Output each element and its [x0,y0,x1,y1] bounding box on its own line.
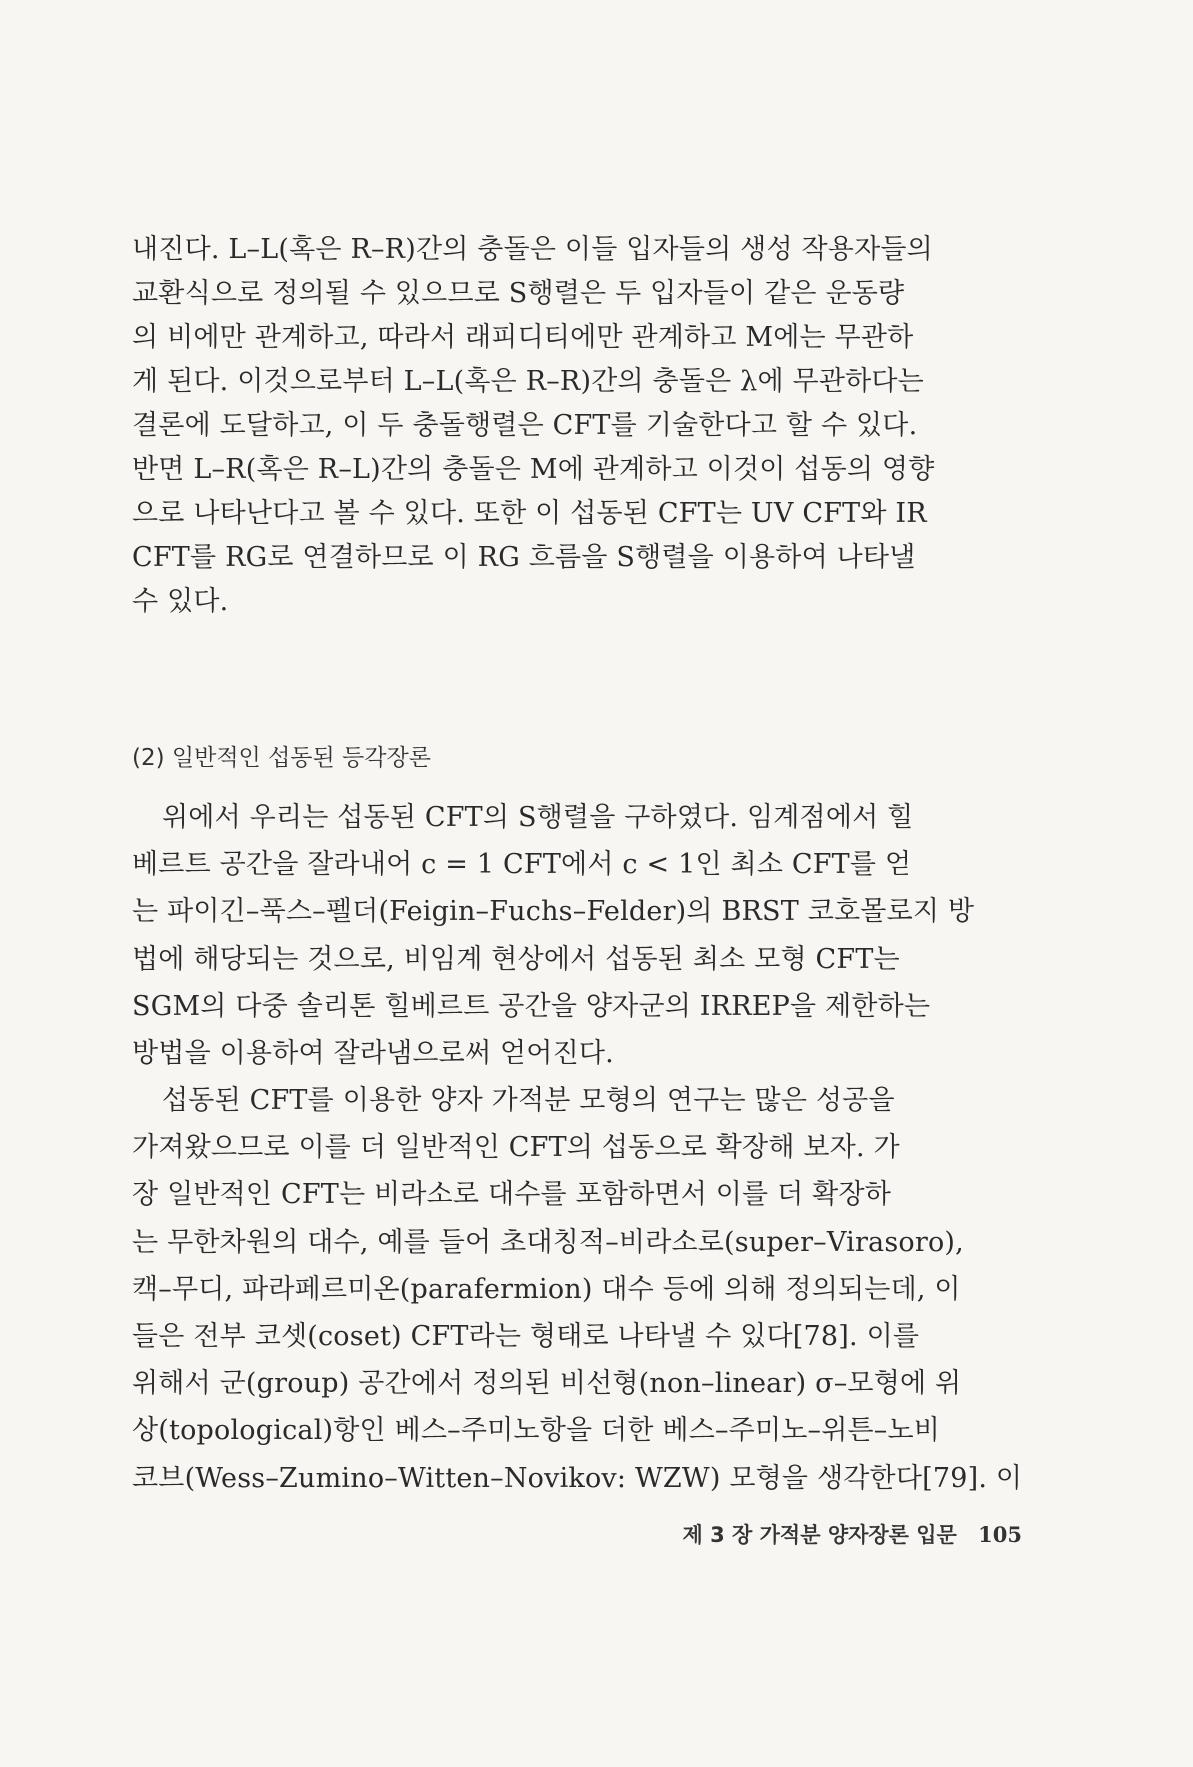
section-heading: (2) 일반적인 섭동된 등각장론 [132,745,431,771]
text-line: 상(topological)항인 베스–주미노항을 더한 베스–주미노–위튼–노비 [132,1415,941,1447]
text-line: 위해서 군(group) 공간에서 정의된 비선형(non–linear) σ–모형에 위 [132,1368,962,1400]
text-line: SGM의 다중 솔리톤 힐베르트 공간을 양자군의 IRREP을 제한하는 [132,990,931,1022]
text-line: 베르트 공간을 잘라내어 c = 1 CFT에서 c < 1인 최소 CFT를 얻 [132,849,912,881]
text-line: 게 된다. 이것으로부터 L–L(혹은 R–R)간의 충돌은 λ에 무관하다는 [132,366,924,397]
text-line: 위에서 우리는 섭동된 CFT의 S행렬을 구하였다. 임계점에서 힐 [162,802,914,833]
chapter-title: 제 3 장 가적분 양자장론 입문 [682,1523,957,1547]
text-line: 교환식으로 정의될 수 있으므로 S행렬은 두 입자들이 같은 운동량 [132,278,905,309]
text-line: 캑–무디, 파라페르미온(parafermion) 대수 등에 의해 정의되는데, 이 [132,1273,961,1305]
text-line: 들은 전부 코셋(coset) CFT라는 형태로 나타낼 수 있다[78]. 이를 [132,1320,920,1352]
text-line: 가져왔으므로 이를 더 일반적인 CFT의 섭동으로 확장해 보자. 가 [132,1132,900,1164]
text-line: 는 무한차원의 대수, 예를 들어 초대칭적–비라소로(super–Virasoro), [132,1226,964,1258]
paragraph-2 [132,794,1022,1077]
text-line: 수 있다. [132,586,229,617]
text-line: 방법을 이용하여 잘라냄으로써 얻어진다. [132,1037,614,1069]
page-number: 105 [978,1522,1022,1547]
text-line: CFT를 RG로 연결하므로 이 RG 흐름을 S행렬을 이용하여 나타낼 [132,542,916,573]
paragraph-3 [132,1077,1022,1502]
text-line: 으로 나타난다고 볼 수 있다. 또한 이 섭동된 CFT는 UV CFT와 IR [132,498,927,529]
text-line: 반면 L–R(혹은 R–L)간의 충돌은 M에 관계하고 이것이 섭동의 영향 [132,454,935,485]
text-line: 는 파이긴–푹스–펠더(Feigin–Fuchs–Felder)의 BRST 코호몰로지 방 [132,896,975,928]
running-footer [600,1520,1022,1550]
paragraph-1 [132,228,1022,624]
text-line: 결론에 도달하고, 이 두 충돌행렬은 CFT를 기술한다고 할 수 있다. [132,410,918,441]
text-line: 코브(Wess–Zumino–Witten–Novikov: WZW) 모형을 생각한다[79]. 이 [132,1462,1023,1494]
text-line: 장 일반적인 CFT는 비라소로 대수를 포함하면서 이를 더 확장하 [132,1179,892,1211]
text-line: 법에 해당되는 것으로, 비임계 현상에서 섭동된 최소 모형 CFT는 [132,943,900,975]
text-line: 내진다. L–L(혹은 R–R)간의 충돌은 이들 입자들의 생성 작용자들의 [132,234,933,265]
text-line: 의 비에만 관계하고, 따라서 래피디티에만 관계하고 M에는 무관하 [132,322,914,353]
text-line: 섭동된 CFT를 이용한 양자 가적분 모형의 연구는 많은 성공을 [162,1085,895,1116]
